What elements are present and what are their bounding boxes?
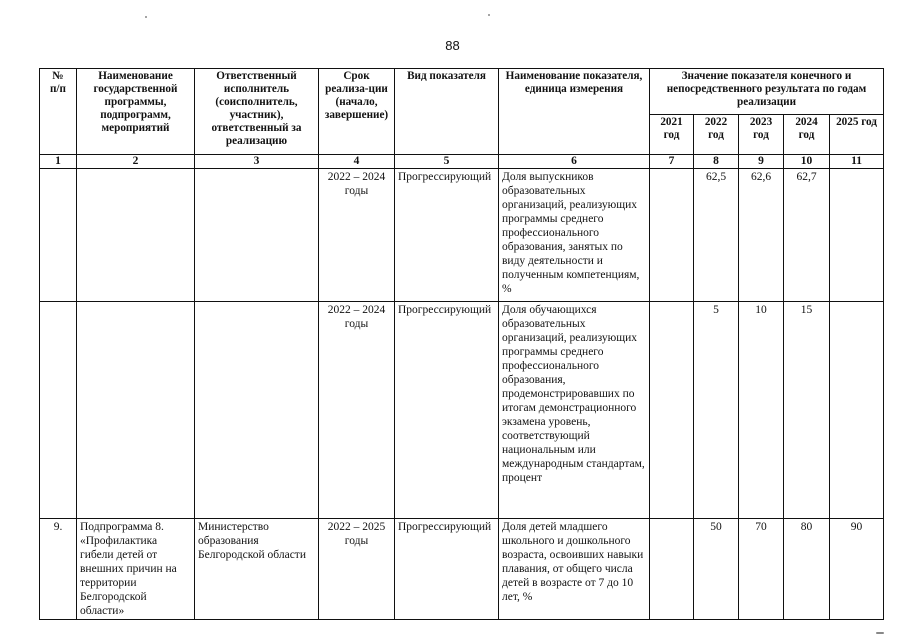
indicator-type: Прогрессирующий	[395, 519, 499, 620]
table-row	[40, 169, 884, 302]
column-number-9: 10	[784, 155, 830, 169]
column-number-7: 8	[694, 155, 739, 169]
period: 2022 – 2025 годы	[319, 519, 395, 620]
indicator-name: Доля детей младшего школьного и дошкольного возраста, освоивших навыки плавания, от общего числа детей в возрасте от 7 до 10 лет, %	[499, 519, 650, 620]
header-year-4: 2025 год	[830, 115, 884, 155]
header-year-3: 2024 год	[784, 115, 830, 155]
header-indicator-name: Наименование показателя, единица измерения	[499, 69, 650, 155]
value-cell: 15	[784, 302, 830, 519]
program-name	[77, 169, 195, 302]
indicator-type: Прогрессирующий	[395, 169, 499, 302]
column-number-6: 7	[650, 155, 694, 169]
indicator-name: Доля выпускников образовательных организаций, реализующих программы среднего профессионального образования, занятых по виду деятельности и полученным компетенциям, %	[499, 169, 650, 302]
header-indicator-type: Вид показателя	[395, 69, 499, 155]
executor: Министерство образования Белгородской области	[195, 519, 319, 620]
header-executor: Ответственный исполнитель (соисполнитель, участник), ответственный за реализацию	[195, 69, 319, 155]
header-period: Срок реализа-ции (начало, завершение)	[319, 69, 395, 155]
column-number-10: 11	[830, 155, 884, 169]
program-name	[77, 302, 195, 519]
column-number-3: 4	[319, 155, 395, 169]
header-num: № п/п	[40, 69, 77, 155]
column-number-0: 1	[40, 155, 77, 169]
row-number: 9.	[40, 519, 77, 620]
value-cell	[830, 302, 884, 519]
page-number: 88	[445, 38, 460, 53]
row-number	[40, 302, 77, 519]
period: 2022 – 2024 годы	[319, 302, 395, 519]
period: 2022 – 2024 годы	[319, 169, 395, 302]
value-cell: 5	[694, 302, 739, 519]
program-name: Подпрограмма 8. «Профилактика гибели детей от внешних причин на территории Белгородской области»	[77, 519, 195, 620]
column-number-2: 3	[195, 155, 319, 169]
value-cell	[830, 169, 884, 302]
indicator-name: Доля обучающихся образовательных организаций, реализующих программы среднего профессионального образования, продемонстрировавших по итогам демонстрационного экзамена уровень, соответствующий национальным или международным стандартам, процент	[499, 302, 650, 519]
value-cell: 62,7	[784, 169, 830, 302]
value-cell: 80	[784, 519, 830, 620]
header-year-1: 2022 год	[694, 115, 739, 155]
column-number-8: 9	[739, 155, 784, 169]
row-number	[40, 169, 77, 302]
value-cell: 70	[739, 519, 784, 620]
executor	[195, 169, 319, 302]
table-row	[40, 519, 884, 620]
value-cell: 10	[739, 302, 784, 519]
executor	[195, 302, 319, 519]
value-cell: 62,5	[694, 169, 739, 302]
header-year-2: 2023 год	[739, 115, 784, 155]
value-cell	[650, 302, 694, 519]
indicator-table	[39, 68, 884, 620]
indicator-type: Прогрессирующий	[395, 302, 499, 519]
header-year-0: 2021 год	[650, 115, 694, 155]
table-row	[40, 302, 884, 519]
column-number-1: 2	[77, 155, 195, 169]
header-program-name: Наименование государственной программы, подпрограмм, мероприятий	[77, 69, 195, 155]
value-cell: 50	[694, 519, 739, 620]
value-cell: 90	[830, 519, 884, 620]
value-cell	[650, 169, 694, 302]
column-number-4: 5	[395, 155, 499, 169]
value-cell: 62,6	[739, 169, 784, 302]
column-number-5: 6	[499, 155, 650, 169]
value-cell	[650, 519, 694, 620]
header-values-group: Значение показателя конечного и непосредственного результата по годам реализации	[650, 69, 884, 115]
